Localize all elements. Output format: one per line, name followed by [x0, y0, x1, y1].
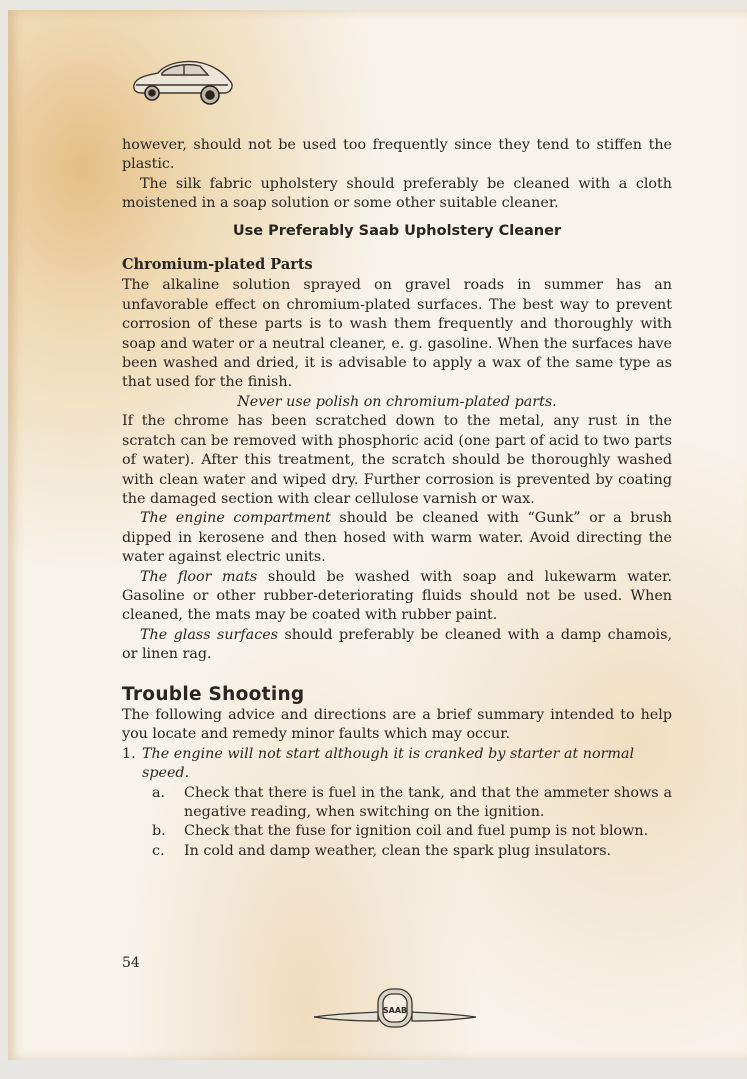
- subitem-letter: b.: [152, 823, 166, 840]
- glass-lead: The glass surfaces: [140, 626, 279, 643]
- trouble-item-text: The engine will not start although it is cranked by starter at normal speed.: [142, 745, 635, 782]
- trouble-intro: The following advice and directions are a brief summary intended to help you locate and remedy minor faults which may occur.: [122, 706, 672, 743]
- emblem-text: SAAB: [382, 1006, 408, 1015]
- trouble-subitem-c: [152, 842, 672, 861]
- scan-bottom-edge: [0, 1060, 747, 1079]
- subitem-letter: a.: [152, 784, 166, 801]
- chromium-note: Never use polish on chromium-plated parts.: [237, 393, 557, 410]
- trouble-item-number: 1.: [122, 745, 136, 762]
- engine-paragraph: [122, 509, 672, 567]
- trouble-shooting-heading: Trouble Shooting: [122, 683, 305, 705]
- subitem-text: Check that the fuse for ignition coil and fuel pump is not blown.: [184, 823, 649, 840]
- subitem-text: In cold and damp weather, clean the spark plug insulators.: [184, 842, 612, 859]
- upholstery-paragraph-1: however, should not be used too frequently since they tend to stiffen the plastic.: [122, 137, 672, 173]
- trouble-subitem-b: [152, 822, 672, 841]
- trouble-item-1: [122, 745, 672, 784]
- saab-emblem-icon: [312, 985, 478, 1030]
- upholstery-cleaner-heading: Use Preferably Saab Upholstery Cleaner: [232, 222, 562, 239]
- engine-lead: The engine compartment: [140, 510, 331, 527]
- upholstery-paragraph-2: The silk fabric upholstery should preferably be cleaned with a cloth moistened in a soap solution or some other suitable cleaner.: [122, 175, 672, 212]
- floor-lead: The floor mats: [140, 568, 258, 585]
- chromium-heading: Chromium-plated Parts: [122, 256, 313, 274]
- glass-rest: should preferably be cleaned with a damp chamois, or linen rag.: [122, 626, 673, 663]
- page-number: 54: [122, 955, 140, 971]
- glass-paragraph: [122, 626, 672, 665]
- floor-paragraph: [122, 568, 672, 626]
- engine-rest: should be cleaned with “Gunk” or a brush dipped in kerosene and then hosed with warm water. Avoid directing the water against electric units.: [122, 510, 672, 566]
- subitem-letter: c.: [152, 842, 165, 859]
- chromium-paragraph-2: If the chrome has been scratched down to the metal, any rust in the scratch can be removed with phosphoric acid (one part of acid to two parts of water). After this treatment, the scratch should be thoroughly washed with clean water and wiped dry. Further corrosion is prevented by coating the damaged section with clear cellulose varnish or wax.: [122, 413, 672, 507]
- page-body: [122, 136, 672, 861]
- floor-rest: should be washed with soap and lukewarm water. Gasoline or other rubber-deteriorating fluids should not be used. When cleaned, the mats may be coated with rubber paint.: [122, 568, 672, 624]
- chromium-paragraph-1: The alkaline solution sprayed on gravel roads in summer has an unfavorable effect on chromium-plated surfaces. The best way to prevent corrosion of these parts is to wash them frequently and thoroughly with soap and water or a neutral cleaner, e. g. gasoline. When the surfaces have been washed and dried, it is advisable to apply a wax of the same type as that used for the finish.: [122, 277, 672, 391]
- trouble-subitem-a: [152, 784, 672, 823]
- subitem-text: Check that there is fuel in the tank, and that the ammeter shows a negative reading, when switching on the ignition.: [184, 784, 672, 820]
- car-illustration-icon: [128, 55, 238, 107]
